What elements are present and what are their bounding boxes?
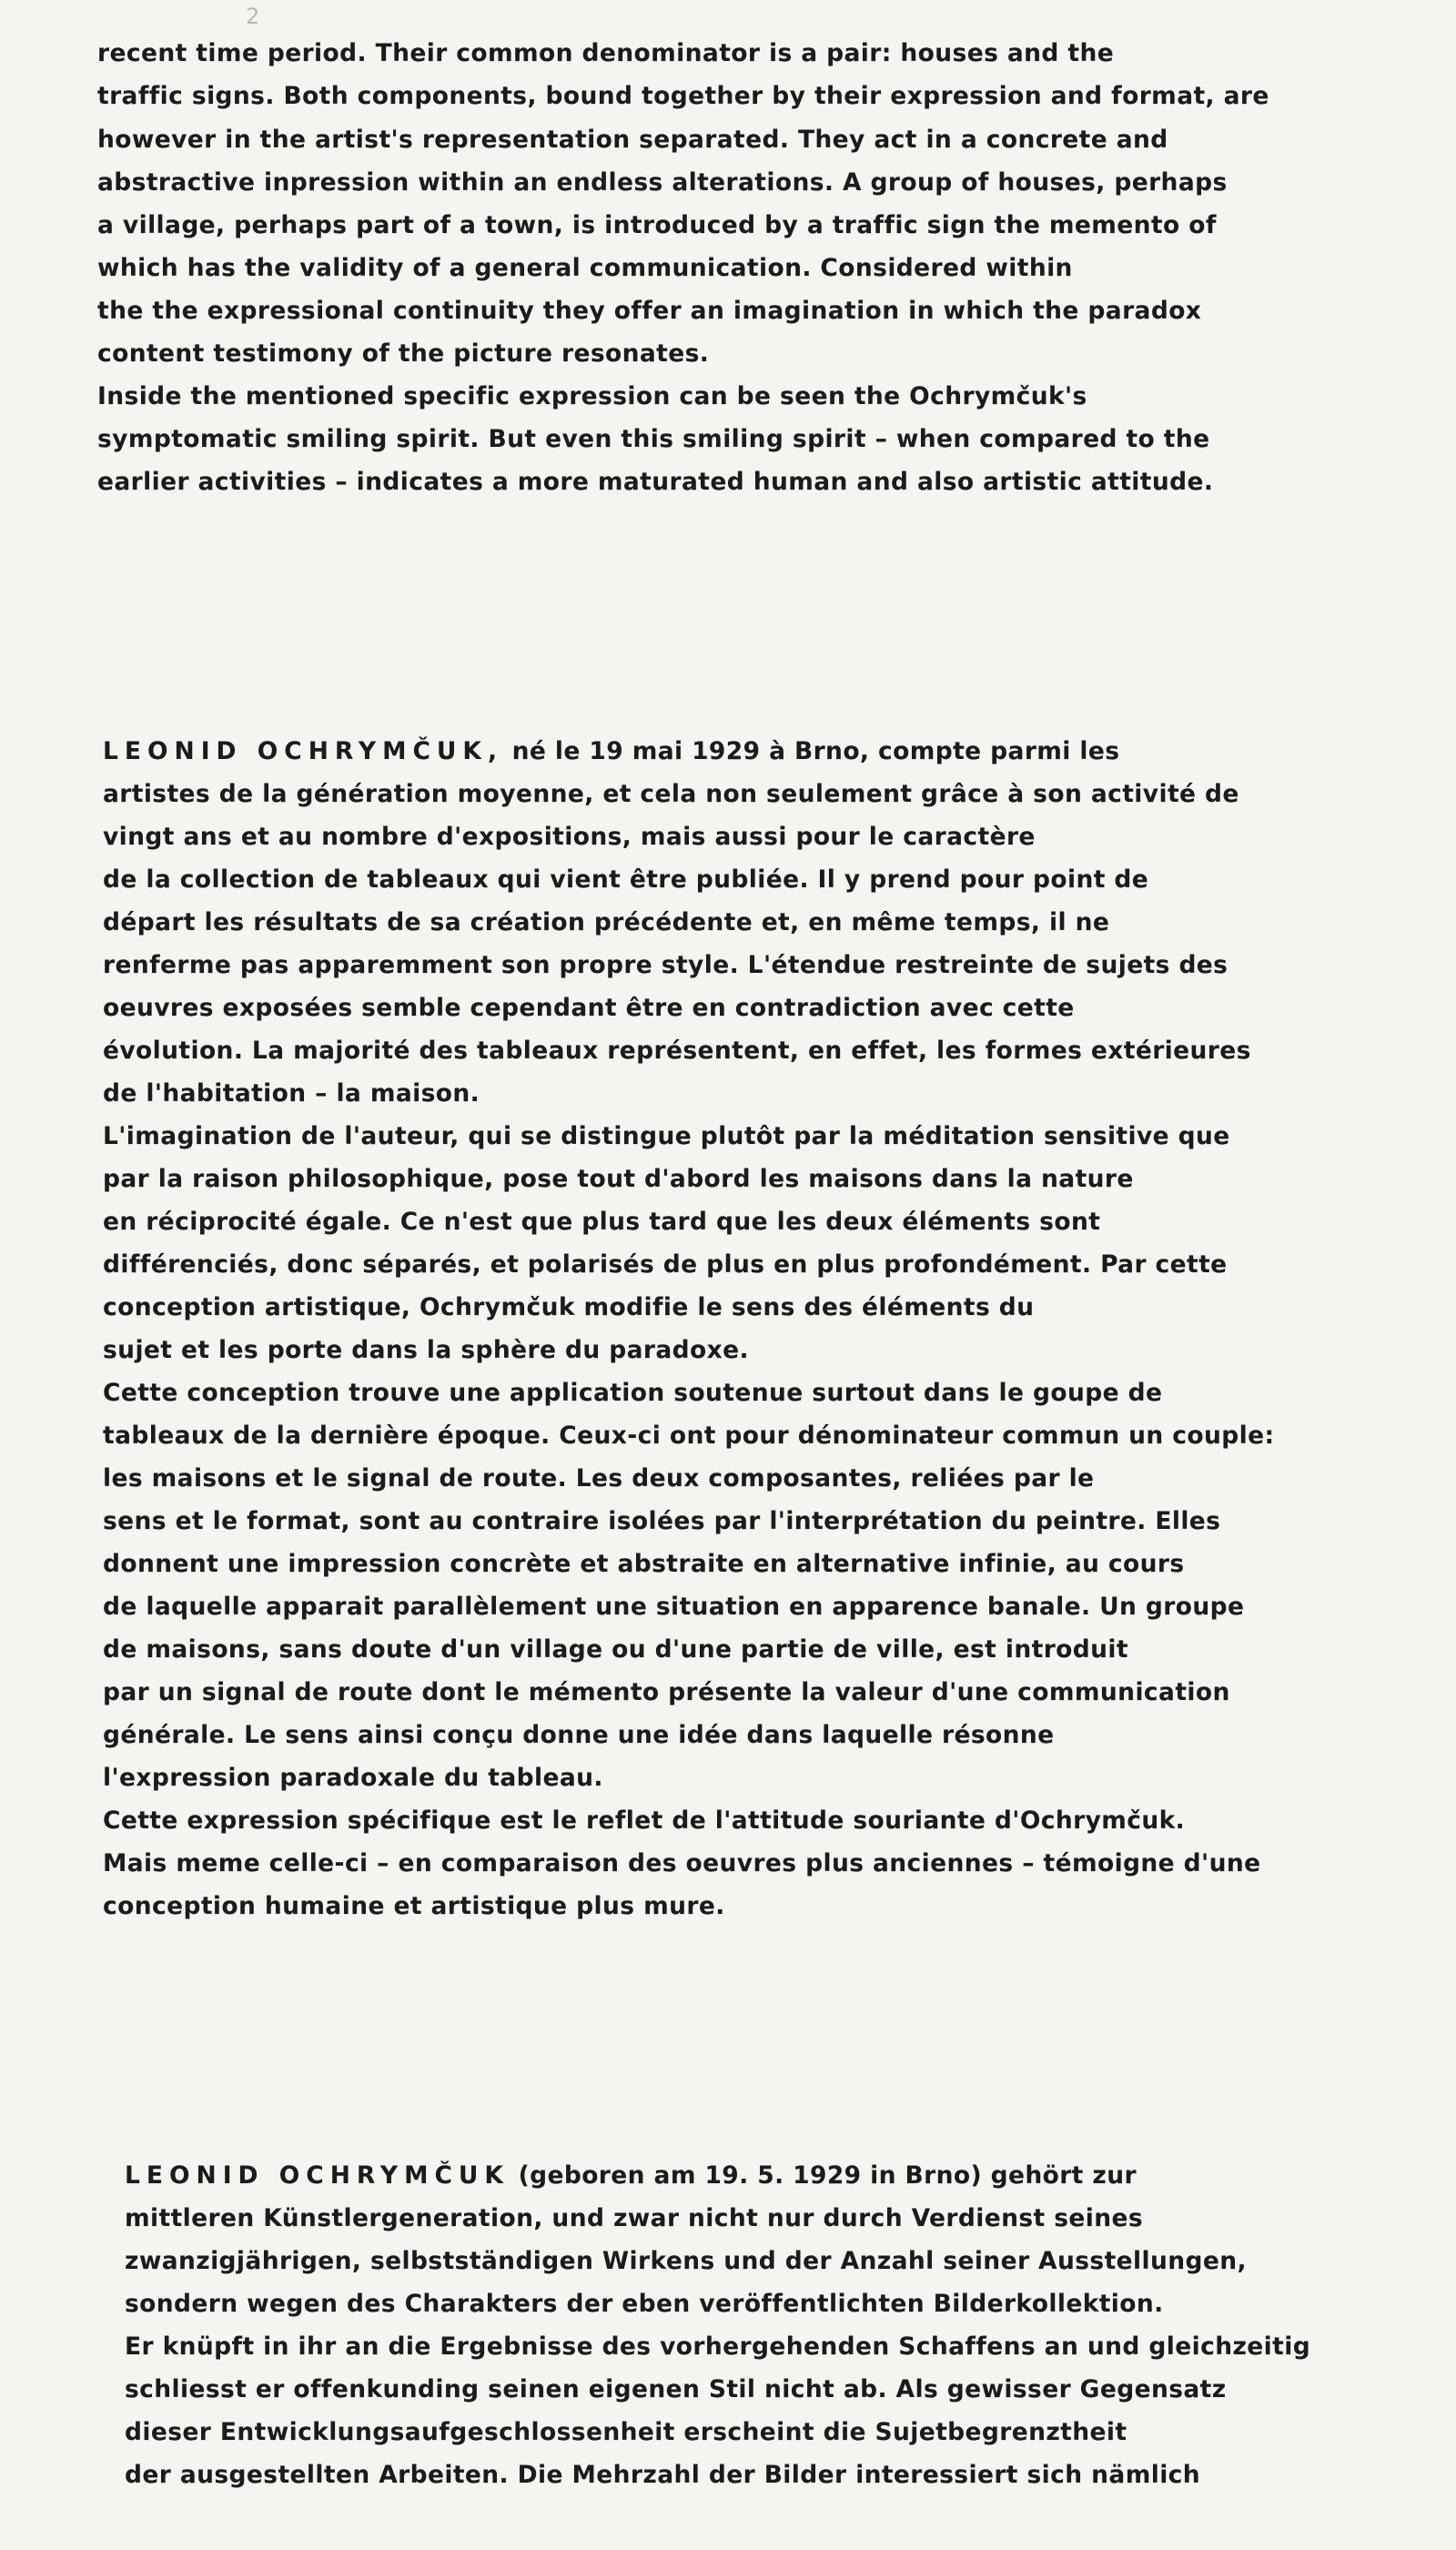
text-line: Cette conception trouve une application soutenue surtout dans le goupe de xyxy=(103,1379,1163,1407)
text-line: différenciés, donc séparés, et polarisés de plus en plus profondément. Par cette xyxy=(103,1250,1228,1279)
text-line: de maisons, sans doute d'un village ou d'une partie de ville, est introduit xyxy=(103,1635,1128,1664)
text-line: the the expressional continuity they offer an imagination in which the paradox xyxy=(97,297,1202,325)
text-line: earlier activities – indicates a more maturated human and also artistic attitude. xyxy=(97,468,1214,496)
text-line: L'imagination de l'auteur, qui se distingue plutôt par la méditation sensitive que xyxy=(103,1122,1230,1150)
text-line: however in the artist's representation separated. They act in a concrete and xyxy=(97,126,1168,154)
text-line: zwanzigjährigen, selbstständigen Wirkens und der Anzahl seiner Ausstellungen, xyxy=(125,2247,1247,2275)
text-line: de l'habitation – la maison. xyxy=(103,1079,480,1108)
text-line: content testimony of the picture resonates. xyxy=(97,339,710,368)
text-line: sens et le format, sont au contraire isolées par l'interprétation du peintre. Elles xyxy=(103,1507,1221,1535)
text-line: which has the validity of a general communication. Considered within xyxy=(97,254,1073,282)
text-line: tableaux de la dernière époque. Ceux-ci ont pour dénominateur commun un couple: xyxy=(103,1422,1275,1450)
text-line: a village, perhaps part of a town, is introduced by a traffic sign the memento of xyxy=(97,211,1217,239)
text-line: évolution. La majorité des tableaux représentent, en effet, les formes extérieures xyxy=(103,1037,1251,1065)
text-line: artistes de la génération moyenne, et cela non seulement grâce à son activité de xyxy=(103,780,1239,808)
text-line: dieser Entwicklungsaufgeschlossenheit erscheint die Sujetbegrenztheit xyxy=(125,2418,1127,2446)
author-name: LEONID OCHRYMČUK, xyxy=(103,737,504,765)
text-line: renferme pas apparemment son propre style. L'étendue restreinte de sujets des xyxy=(103,951,1228,979)
text-line: LEONID OCHRYMČUK (geboren am 19. 5. 1929 in Brno) gehört zur xyxy=(125,2161,1137,2190)
text-line: donnent une impression concrète et abstraite en alternative infinie, au cours xyxy=(103,1550,1185,1578)
text-line: traffic signs. Both components, bound together by their expression and format, are xyxy=(97,82,1269,110)
text-line: départ les résultats de sa création précédente et, en même temps, il ne xyxy=(103,908,1110,936)
text-line: Cette expression spécifique est le reflet de l'attitude souriante d'Ochrymčuk. xyxy=(103,1806,1186,1835)
author-name: LEONID OCHRYMČUK xyxy=(125,2161,510,2190)
text-line: conception humaine et artistique plus mure. xyxy=(103,1892,725,1920)
text-line: par la raison philosophique, pose tout d'abord les maisons dans la nature xyxy=(103,1165,1134,1193)
text-line: oeuvres exposées semble cependant être en contradiction avec cette xyxy=(103,994,1075,1022)
text-line: der ausgestellten Arbeiten. Die Mehrzahl der Bilder interessiert sich nämlich xyxy=(125,2461,1201,2489)
text-line: vingt ans et au nombre d'expositions, mais aussi pour le caractère xyxy=(103,823,1036,851)
text-line: l'expression paradoxale du tableau. xyxy=(103,1764,603,1792)
text-line: LEONID OCHRYMČUK, né le 19 mai 1929 à Brno, compte parmi les xyxy=(103,737,1120,765)
text-line: par un signal de route dont le mémento présente la valeur d'une communication xyxy=(103,1678,1230,1706)
text-line: mittleren Künstlergeneration, und zwar nicht nur durch Verdienst seines xyxy=(125,2204,1144,2232)
text-line: Mais meme celle-ci – en comparaison des oeuvres plus anciennes – témoigne d'une xyxy=(103,1849,1261,1877)
text-line: abstractive inpression within an endless alterations. A group of houses, perhaps xyxy=(97,168,1228,197)
text-line: de laquelle apparait parallèlement une situation en apparence banale. Un groupe xyxy=(103,1593,1245,1621)
text-line: symptomatic smiling spirit. But even this smiling spirit – when compared to the xyxy=(97,425,1210,453)
text-line: schliesst er offenkunding seinen eigenen Stil nicht ab. Als gewisser Gegensatz xyxy=(125,2375,1227,2403)
text-line: recent time period. Their common denominator is a pair: houses and the xyxy=(97,39,1115,67)
text-line: sondern wegen des Charakters der eben veröffentlichten Bilderkollektion. xyxy=(125,2290,1164,2318)
text-line: conception artistique, Ochrymčuk modifie le sens des éléments du xyxy=(103,1293,1035,1321)
text-line: générale. Le sens ainsi conçu donne une idée dans laquelle résonne xyxy=(103,1721,1055,1749)
text-line: sujet et les porte dans la sphère du paradoxe. xyxy=(103,1336,749,1364)
page-mark: 2 xyxy=(246,4,260,29)
text-line: en réciprocité égale. Ce n'est que plus tard que les deux éléments sont xyxy=(103,1208,1101,1236)
text-line: les maisons et le signal de route. Les deux composantes, reliées par le xyxy=(103,1464,1095,1493)
text-line: de la collection de tableaux qui vient être publiée. Il y prend pour point de xyxy=(103,865,1149,894)
text-line: Inside the mentioned specific expression can be seen the Ochrymčuk's xyxy=(97,382,1087,410)
text-line: Er knüpft in ihr an die Ergebnisse des vorhergehenden Schaffens an und gleichzeitig xyxy=(125,2332,1311,2361)
